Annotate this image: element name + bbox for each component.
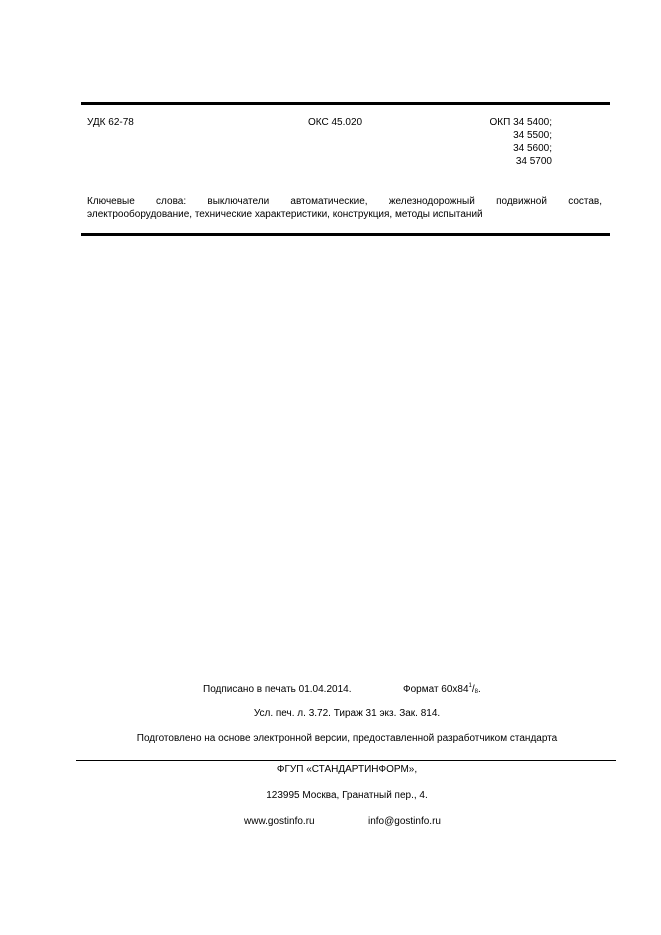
oks-code: ОКС 45.020 [308, 117, 363, 128]
keywords-line: Ключевые слова: выключатели автоматические, железнодорожный подвижной состав, [87, 196, 602, 207]
format-numerator: 1 [468, 683, 472, 689]
keywords-line: электрооборудование, технические характеристики, конструкция, методы испытаний [87, 209, 483, 220]
publisher-name: ФГУП «СТАНДАРТИНФОРМ», [276, 764, 418, 775]
format-prefix: Формат 60х84 [403, 684, 469, 695]
format-suffix: . [478, 684, 481, 695]
udk-code: УДК 62-78 [87, 117, 134, 128]
okp-code: 34 5700 [515, 156, 552, 167]
print-details: Усл. печ. л. 3.72. Тираж 31 экз. Зак. 814. [253, 708, 441, 719]
okp-code: 34 5500; [513, 130, 552, 141]
top-rule [81, 102, 610, 105]
signed-date: Подписано в печать 01.04.2014. [203, 684, 352, 695]
paper-format: Формат $60х84^1/_8$. [403, 683, 481, 695]
website-link[interactable]: www.gostinfo.ru [244, 816, 315, 827]
bottom-rule [81, 233, 610, 236]
okp-code: ОКП 34 5400; [489, 117, 552, 128]
publisher-address: 123995 Москва, Гранатный пер., 4. [266, 790, 428, 801]
prepared-note: Подготовлено на основе электронной версии, предоставленной разработчиком стандарта [136, 733, 558, 744]
imprint-divider [76, 760, 616, 761]
okp-code: 34 5600; [513, 143, 552, 154]
format-denominator: 8 [474, 689, 479, 695]
keywords-block [87, 195, 602, 221]
okp-codes [482, 116, 552, 168]
email-link[interactable]: info@gostinfo.ru [368, 816, 441, 827]
